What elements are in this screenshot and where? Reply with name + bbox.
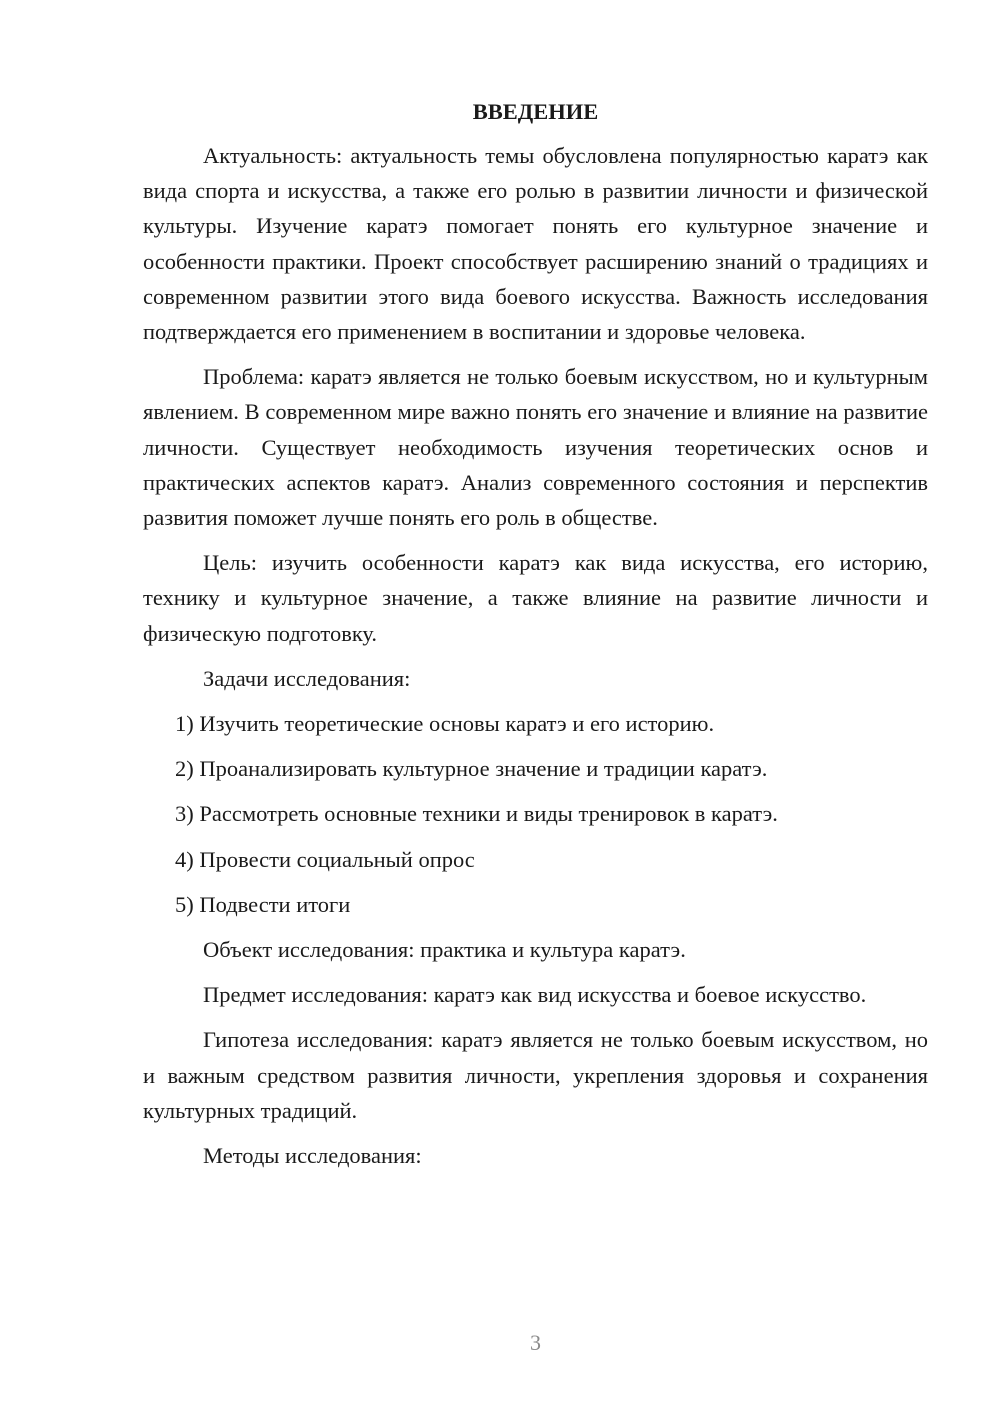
task-item-1: 1) Изучить теоретические основы каратэ и его историю. — [175, 711, 715, 737]
task-item-4: 4) Провести социальный опрос — [175, 846, 475, 872]
paragraph-hypothesis: Гипотеза исследования: каратэ является не только боевым искусством, но и важным средством развития личности, укрепления здоровья и сохранения культурных традиций. — [143, 1027, 928, 1123]
paragraph-problem: Проблема: каратэ является не только боевым искусством, но и культурным явлением. В современном мире важно понять его значение и влияние на развитие личности. Существует необходимость изучения теоретических основ и практических аспектов каратэ. Анализ современного состояния и перспектив развития поможет лучше понять его роль в обществе. — [143, 364, 928, 531]
paragraph-relevance: Актуальность: актуальность темы обусловлена популярностью каратэ как вида спорта и искусства, а также его ролью в развитии личности и физической культуры. Изучение каратэ помогает понять его культурное значение и особенности практики. Проект способствует расширению знаний о традициях и современном развитии этого вида боевого искусства. Важность исследования подтверждается его применением в воспитании и здоровье человека. — [143, 143, 928, 345]
page-number: 3 — [530, 1330, 541, 1355]
paragraph-subject: Предмет исследования: каратэ как вид искусства и боевое искусство. — [203, 982, 867, 1008]
tasks-title: Задачи исследования: — [203, 665, 411, 691]
task-item-2: 2) Проанализировать культурное значение и традиции каратэ. — [175, 756, 768, 782]
section-heading: ВВЕДЕНИЕ — [472, 99, 599, 124]
task-item-5: 5) Подвести итоги — [175, 891, 351, 917]
task-item-3: 3) Рассмотреть основные техники и виды тренировок в каратэ. — [175, 801, 778, 827]
methods-title: Методы исследования: — [203, 1143, 422, 1169]
paragraph-object: Объект исследования: практика и культура каратэ. — [203, 937, 686, 963]
paragraph-goal: Цель: изучить особенности каратэ как вида искусства, его историю, технику и культурное значение, а также влияние на развитие личности и физическую подготовку. — [143, 550, 928, 646]
document-body — [143, 96, 928, 1183]
